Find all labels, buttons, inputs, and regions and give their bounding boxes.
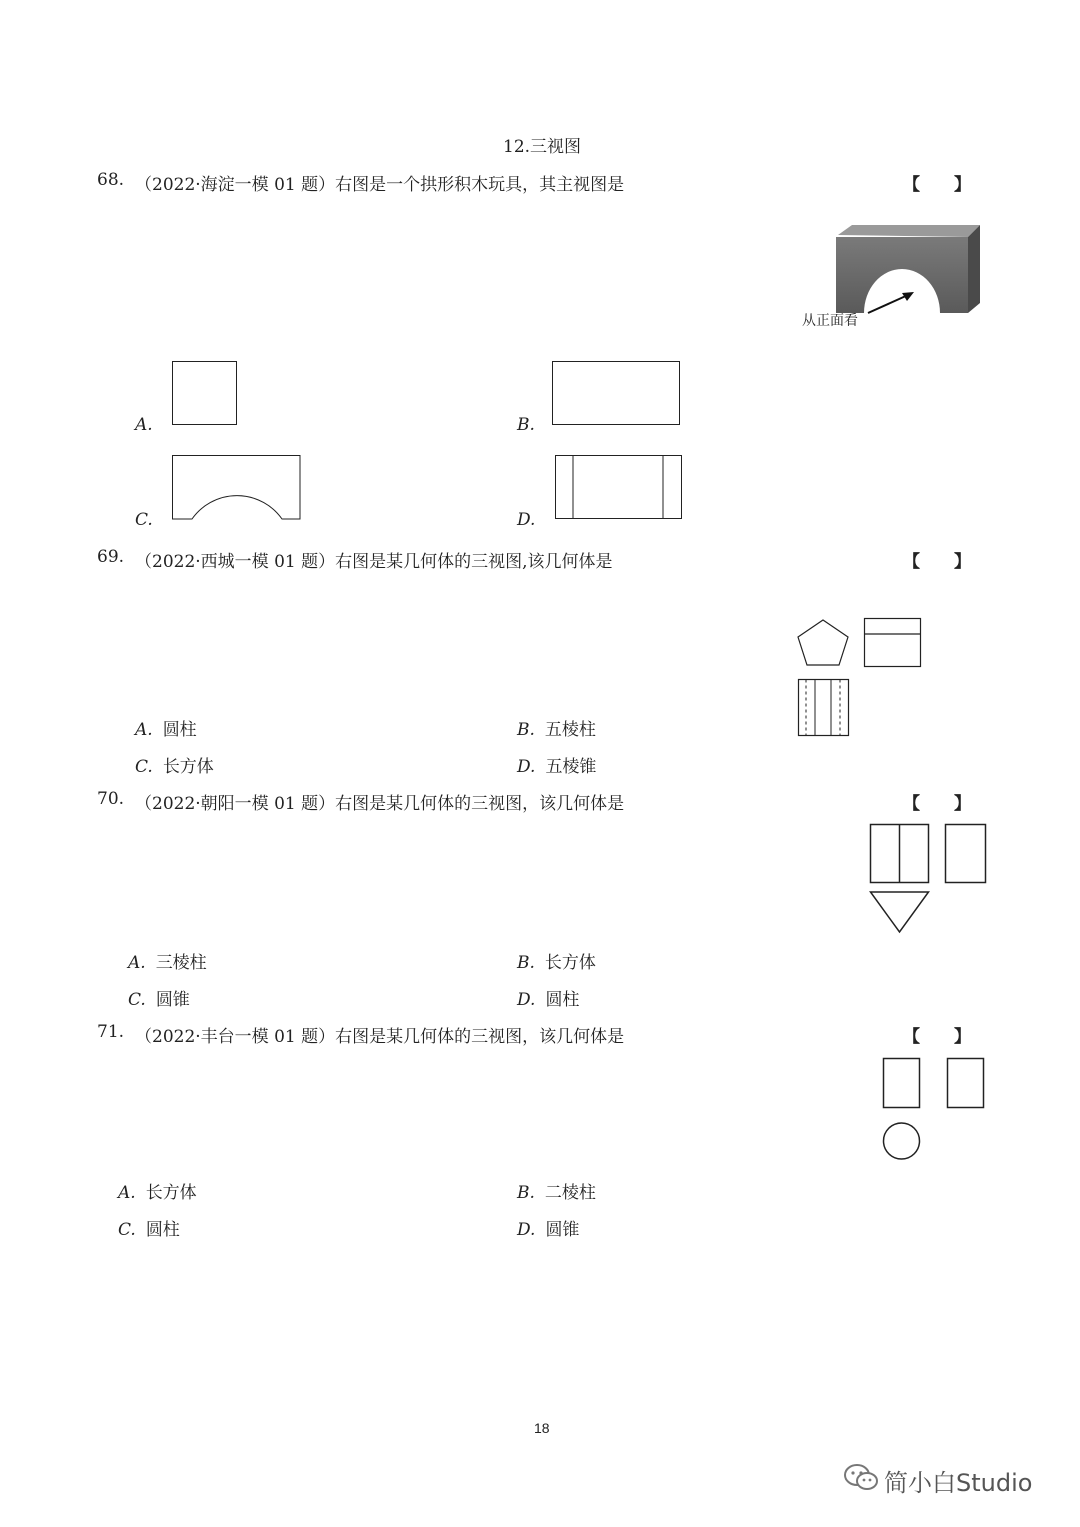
wechat-icon [843,1463,879,1493]
question-71-option-a: A. 长方体 [118,1183,197,1203]
question-69-option-c: C. 长方体 [135,757,214,777]
question-68-option-b-letter: B. [517,415,535,435]
question-69-option-d: D. 五棱锥 [517,757,597,777]
question-69-answer-bracket: 【 】 [903,552,971,572]
question-71-option-b: B. 二棱柱 [517,1183,596,1203]
question-70-option-d: D. 圆柱 [517,990,580,1010]
question-70-option-c: C. 圆锥 [128,990,190,1010]
question-69-three-views-figure [795,615,925,740]
question-69-option-b: B. 五棱柱 [517,720,596,740]
watermark-text: 简小白Studio [884,1469,1033,1497]
question-68-option-c-letter: C. [135,510,153,530]
question-68-option-d-rectangle-with-lines-figure [555,455,683,521]
question-71-option-c: C. 圆柱 [118,1220,180,1240]
question-70-three-views-figure [868,822,990,937]
question-71-text: （2022·丰台一模 01 题）右图是某几何体的三视图，该几何体是 [135,1027,625,1047]
section-title: 12.三视图 [503,137,582,157]
question-70-answer-bracket: 【 】 [903,794,971,814]
question-68-text: （2022·海淀一模 01 题）右图是一个拱形积木玩具，其主视图是 [135,175,625,195]
question-70-text: （2022·朝阳一模 01 题）右图是某几何体的三视图，该几何体是 [135,794,625,814]
question-68-option-c-arch-figure [172,455,302,521]
question-69-number: 69. [97,547,125,567]
question-69-option-a: A. 圆柱 [135,720,197,740]
question-68-number: 68. [97,170,125,190]
question-68-figure-label: 从正面看 [802,313,858,329]
question-70-option-a: A. 三棱柱 [128,953,207,973]
question-70-option-b: B. 长方体 [517,953,596,973]
question-71-number: 71. [97,1022,125,1042]
question-71-option-d: D. 圆锥 [517,1220,580,1240]
question-68-option-a-letter: A. [135,415,153,435]
question-68-option-d-letter: D. [517,510,536,530]
question-68-answer-bracket: 【 】 [903,175,971,195]
question-70-number: 70. [97,789,125,809]
question-68-option-a-square-figure [172,361,238,427]
question-71-three-views-figure [880,1055,990,1163]
question-69-text: （2022·西城一模 01 题）右图是某几何体的三视图,该几何体是 [135,552,613,572]
question-68-option-b-rectangle-figure [552,361,682,427]
page-number: 18 [534,1420,550,1436]
question-71-answer-bracket: 【 】 [903,1027,971,1047]
